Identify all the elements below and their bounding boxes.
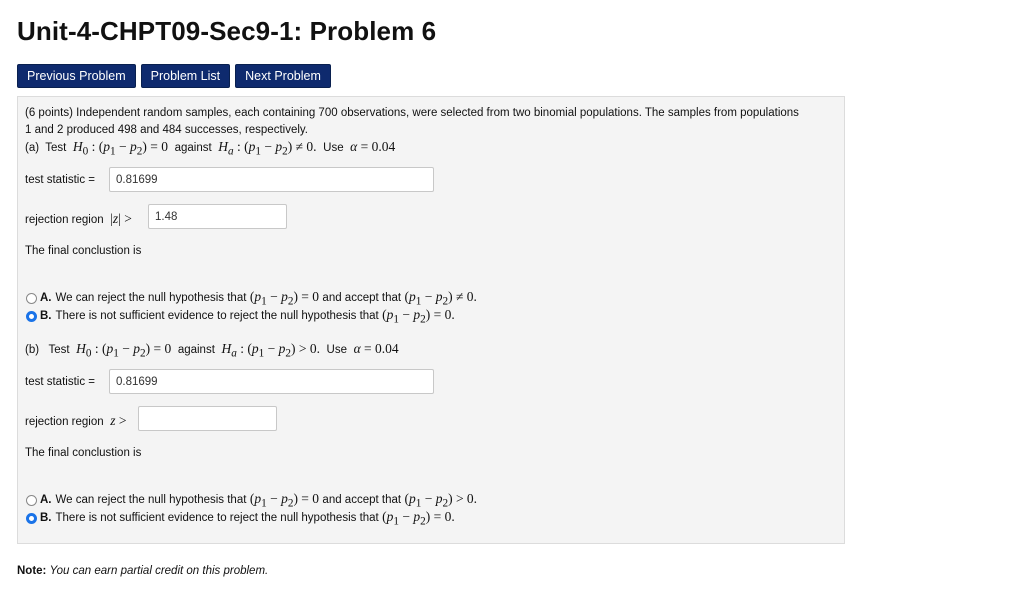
part-a-option-b-null: $(p_1 - p_2) = 0$. [378, 307, 455, 326]
part-a-option-b-radio[interactable] [26, 311, 37, 322]
part-a-option-a-mid: and accept that [322, 292, 402, 305]
part-a-label: (a) [25, 142, 40, 154]
part-b-option-a-letter: A. [40, 494, 52, 507]
part-a-option-a[interactable] [26, 289, 477, 308]
part-a-rejection-label [25, 211, 132, 227]
part-a-test-statistic-input[interactable] [109, 167, 434, 192]
part-a-alt-hypothesis: $H_a$ : $(p_1 - p_2) \ne 0$. [218, 139, 320, 158]
problem-body [17, 96, 845, 544]
part-a-option-a-letter: A. [40, 292, 52, 305]
part-b-against: against [177, 344, 215, 356]
part-a-option-a-alt: $(p_1 - p_2) \ne 0$. [401, 289, 477, 308]
part-b-alpha-value: 0.04 [375, 341, 399, 356]
part-a-option-a-null: $(p_1 - p_2) = 0$ [246, 289, 323, 308]
part-a-rejection-input[interactable] [148, 204, 287, 229]
part-a-against: against [174, 142, 212, 154]
part-b-test-statistic-input[interactable] [109, 369, 434, 394]
part-b-option-a-mid: and accept that [322, 494, 402, 507]
part-a-option-a-text: We can reject the null hypothesis that [55, 292, 247, 305]
part-a-option-b-letter: B. [40, 310, 52, 323]
next-problem-button[interactable]: Next Problem [235, 64, 331, 88]
part-b-option-a-null: $(p_1 - p_2) = 0$ [246, 491, 323, 510]
part-a-rejection-text: rejection region [25, 214, 104, 226]
part-a-option-b-text: There is not sufficient evidence to reject the null hypothesis that [55, 310, 379, 323]
problem-intro-line1: (6 points) Independent random samples, each containing 700 observations, were selected from two binomial populations. The samples from populations [25, 107, 799, 119]
part-b-rejection-symbol: z > [110, 413, 127, 428]
note-label: Note: [17, 565, 47, 577]
part-a-rejection-symbol: |z| > [106, 211, 132, 226]
part-b-use: Use [326, 344, 347, 356]
note-text: You can earn partial credit on this problem. [49, 565, 269, 577]
part-b-option-a-alt: $(p_1 - p_2) > 0$. [401, 491, 478, 510]
part-b-option-a-radio[interactable] [26, 495, 37, 506]
part-b-test-statistic-label: test statistic = [25, 376, 95, 388]
part-b-conclusion-label: The final conclustion is [25, 447, 142, 459]
part-b-option-a[interactable] [26, 491, 477, 510]
problem-navigation [17, 64, 331, 88]
part-b-option-a-text: We can reject the null hypothesis that [55, 494, 247, 507]
part-b-label: (b) [25, 344, 40, 356]
part-b-option-b[interactable] [26, 509, 455, 528]
part-a-test-statistic-label: test statistic = [25, 174, 95, 186]
part-b-rejection-input[interactable] [138, 406, 277, 431]
part-a-alpha: α = 0.04 [350, 139, 396, 154]
part-a-hypothesis [25, 139, 395, 158]
part-b-alt-hypothesis: $H_a$ : $(p_1 - p_2) > 0$. [221, 341, 324, 360]
part-a-option-a-radio[interactable] [26, 293, 37, 304]
part-a-test-text: Test [45, 142, 67, 154]
part-b-test-text: Test [48, 344, 70, 356]
part-b-rejection-label [25, 413, 126, 429]
problem-intro-line2: 1 and 2 produced 498 and 484 successes, respectively. [25, 124, 308, 136]
part-a-option-b[interactable] [26, 307, 455, 326]
part-a-alpha-value: 0.04 [371, 139, 396, 154]
part-b-null-hypothesis: $H_0$ : $(p_1 - p_2) = 0$ [76, 341, 175, 360]
part-b-rejection-text: rejection region [25, 416, 104, 428]
problem-list-button[interactable]: Problem List [141, 64, 230, 88]
page-title: Unit-4-CHPT09-Sec9-1: Problem 6 [17, 16, 437, 46]
part-b-option-b-letter: B. [40, 512, 52, 525]
partial-credit-note [17, 565, 268, 577]
part-a-null-hypothesis: $H_0$ : $(p_1 - p_2) = 0$ [72, 139, 172, 158]
part-b-alpha: α = 0.04 [353, 341, 399, 356]
part-a-conclusion-label: The final conclustion is [25, 245, 142, 257]
part-b-option-b-radio[interactable] [26, 513, 37, 524]
part-b-hypothesis [25, 341, 399, 360]
previous-problem-button[interactable]: Previous Problem [17, 64, 136, 88]
part-b-option-b-null: $(p_1 - p_2) = 0$. [378, 509, 455, 528]
part-a-use: Use [323, 142, 344, 154]
part-b-option-b-text: There is not sufficient evidence to reject the null hypothesis that [55, 512, 379, 525]
